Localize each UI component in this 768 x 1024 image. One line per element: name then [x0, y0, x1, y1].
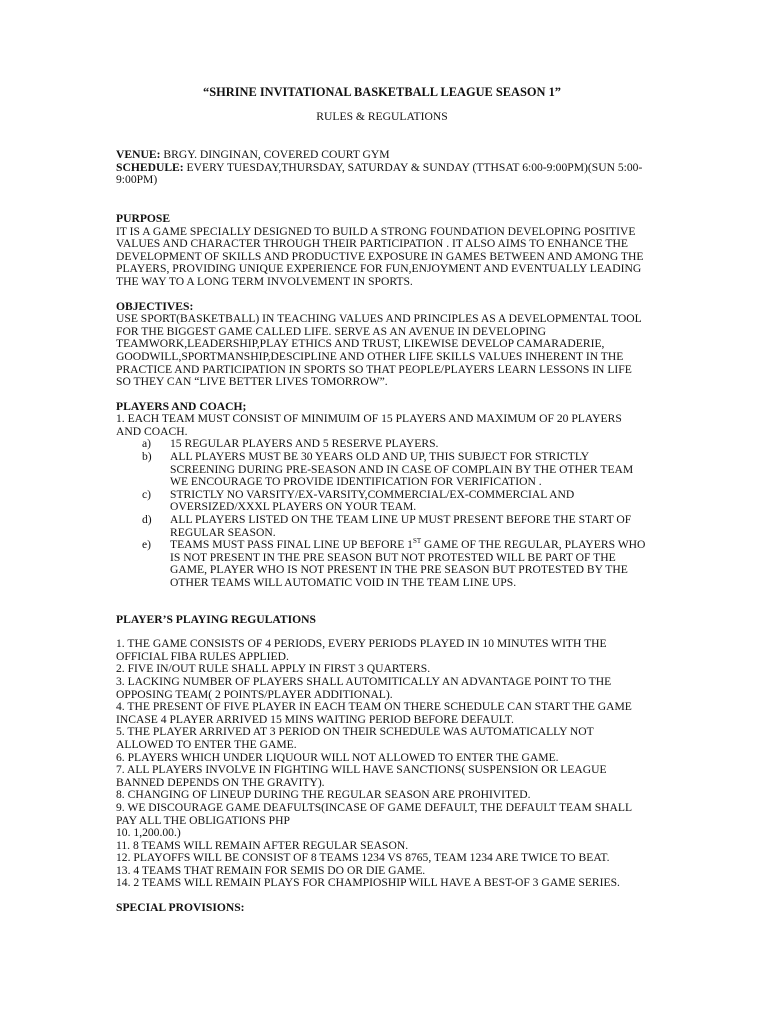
regulation-line: 8. CHANGING OF LINEUP DURING THE REGULAR SEASON ARE PROHIVITED.	[116, 788, 531, 802]
regulation-line: 2. FIVE IN/OUT RULE SHALL APPLY IN FIRST 3 QUARTERS.	[116, 662, 431, 676]
list-marker: d)	[142, 513, 152, 527]
players-coach-intro: 1. EACH TEAM MUST CONSIST OF MINIMUIM OF 15 PLAYERS AND MAXIMUM OF 20 PLAYERS AND COACH.	[116, 412, 622, 438]
purpose-heading: PURPOSE	[116, 211, 171, 225]
list-marker: a)	[142, 437, 152, 451]
players-coach-list	[116, 438, 648, 589]
list-item-text: TEAMS MUST PASS FINAL LINE UP BEFORE 1	[170, 538, 413, 552]
ordinal-suffix: ST	[412, 537, 422, 546]
venue-value: BRGY. DINGINAN, COVERED COURT GYM	[160, 148, 390, 162]
players-coach-heading: PLAYERS AND COACH;	[116, 399, 247, 413]
list-item	[142, 450, 648, 489]
schedule-line	[116, 162, 648, 187]
regulation-line: 11. 8 TEAMS WILL REMAIN AFTER REGULAR SEASON.	[116, 838, 409, 852]
regulation-line: 3. LACKING NUMBER OF PLAYERS SHALL AUTOMITICALLY AN ADVANTAGE POINT TO THE OPPOSING TEAM( 2 POINTS/PLAYER ADDITIONAL).	[116, 674, 612, 701]
purpose-body: IT IS A GAME SPECIALLY DESIGNED TO BUILD A STRONG FOUNDATION DEVELOPING POSITIVE VALUES AND CHARACTER THROUGH THEIR PARTICIPATION . IT ALSO AIMS TO ENHANCE THE DEVELOPMENT OF SKILLS AND PRODUCTIVE EXPOSURE IN GAMES BETWEEN AND AMONG THE PLAYERS, PROVIDING UNIQUE EXPERIENCE FOR FUN,ENJOYMENT AND EVENTUALLY LEADING THE WAY TO A LONG TERM INVOLVEMENT IN SPORTS.	[116, 224, 644, 288]
list-marker: b)	[142, 450, 152, 464]
list-item	[142, 537, 648, 589]
regulation-line: 14. 2 TEAMS WILL REMAIN PLAYS FOR CHAMPIOSHIP WILL HAVE A BEST-OF 3 GAME SERIES.	[116, 876, 620, 890]
regulation-line: 12. PLAYOFFS WILL BE CONSIST OF 8 TEAMS 1234 VS 8765, TEAM 1234 ARE TWICE TO BEAT.	[116, 851, 610, 865]
special-provisions-heading: SPECIAL PROVISIONS:	[116, 901, 245, 915]
regulation-line: 5. THE PLAYER ARRIVED AT 3 PERIOD ON THEIR SCHEDULE WAS AUTOMATICALLY NOT ALLOWED TO ENTER THE GAME.	[116, 725, 594, 751]
regulation-line: 10. 1,200.00.)	[116, 826, 181, 840]
playing-regulations-heading: PLAYER’S PLAYING REGULATIONS	[116, 612, 316, 626]
schedule-label: SCHEDULE:	[116, 160, 184, 174]
regulation-line: 13. 4 TEAMS THAT REMAIN FOR SEMIS DO OR DIE GAME.	[116, 863, 426, 877]
list-item-text-continued: GAME OF THE REGULAR, PLAYERS WHO IS NOT PRESENT IN THE PRE SEASON BUT NOT PROTESTED WILL BE PART OF THE GAME, PLAYER WHO IS NOT PRESENT IN THE PRE SEASON BUT PROTESTED BY THE OTHER TEAMS WILL AUTOMATIC VOID IN THE TEAM LINE UPS.	[170, 538, 646, 589]
schedule-value: EVERY TUESDAY,THURSDAY, SATURDAY & SUNDAY (TTHSAT 6:00-9:00PM)(SUN 5:00-9:00PM)	[116, 160, 643, 187]
regulation-line: 9. WE DISCOURAGE GAME DEAFULTS(INCASE OF GAME DEFAULT, THE DEFAULT TEAM SHALL PAY ALL THE OBLIGATIONS PHP	[116, 800, 632, 827]
list-marker: e)	[142, 538, 152, 552]
regulation-line: 6. PLAYERS WHICH UNDER LIQUOUR WILL NOT ALLOWED TO ENTER THE GAME.	[116, 750, 559, 764]
venue-label: VENUE:	[116, 148, 161, 162]
document-subtitle: RULES & REGULATIONS	[316, 109, 448, 123]
objectives-heading: OBJECTIVES:	[116, 299, 194, 313]
list-item-text: 15 REGULAR PLAYERS AND 5 RESERVE PLAYERS.	[170, 437, 439, 451]
document-title: “SHRINE INVITATIONAL BASKETBALL LEAGUE SEASON 1”	[203, 85, 561, 99]
regulation-line: 7. ALL PLAYERS INVOLVE IN FIGHTING WILL HAVE SANCTIONS( SUSPENSION OR LEAGUE BANNED DEPENDS ON THE GRAVITY).	[116, 763, 607, 789]
list-item	[142, 487, 648, 514]
regulation-line: 1. THE GAME CONSISTS OF 4 PERIODS, EVERY PERIODS PLAYED IN 10 MINUTES WITH THE OFFICIAL FIBA RULES APPLIED.	[116, 637, 607, 663]
list-item-text: STRICTLY NO VARSITY/EX-VARSITY,COMMERCIAL/EX-COMMERCIAL AND OVERSIZED/XXXL PLAYERS ON YOUR TEAM.	[170, 487, 575, 514]
list-marker: c)	[142, 487, 152, 501]
list-item	[142, 513, 648, 539]
regulation-line: 4. THE PRESENT OF FIVE PLAYER IN EACH TEAM ON THERE SCHEDULE CAN START THE GAME INCASE 4 PLAYER ARRIVED 15 MINS WAITING PERIOD BEFORE DEFAULT.	[116, 700, 632, 726]
playing-regulations-list	[116, 638, 648, 890]
list-item-text: ALL PLAYERS LISTED ON THE TEAM LINE UP MUST PRESENT BEFORE THE START OF REGULAR SEASON.	[170, 513, 632, 539]
objectives-body: USE SPORT(BASKETBALL) IN TEACHING VALUES AND PRINCIPLES AS A DEVELOPMENTAL TOOL FOR THE BIGGEST GAME CALLED LIFE. SERVE AS AN AVENUE IN DEVELOPING TEAMWORK,LEADERSHIP,PLAY ETHICS AND TRUST, LIKEWISE DEVELOP CAMARADERIE, GOODWILL,SPORTMANSHIP,DESCIPLINE AND OTHER LIFE SKILLS VALUES INHERENT IN THE PRACTICE AND PARTICIPATION IN SPORTS SO THAT PEOPLE/PLAYERS LEARN LESSONS IN LIFE SO THEY CAN “LIVE BETTER LIVES TOMORROW”.	[116, 312, 642, 389]
list-item-text: ALL PLAYERS MUST BE 30 YEARS OLD AND UP, THIS SUBJECT FOR STRICTLY SCREENING DURING PRE-SEASON AND IN CASE OF COMPLAIN BY THE OTHER TEAM WE ENCOURAGE TO PROVIDE IDENTIFICATION FOR VERIFICATION .	[170, 450, 634, 489]
